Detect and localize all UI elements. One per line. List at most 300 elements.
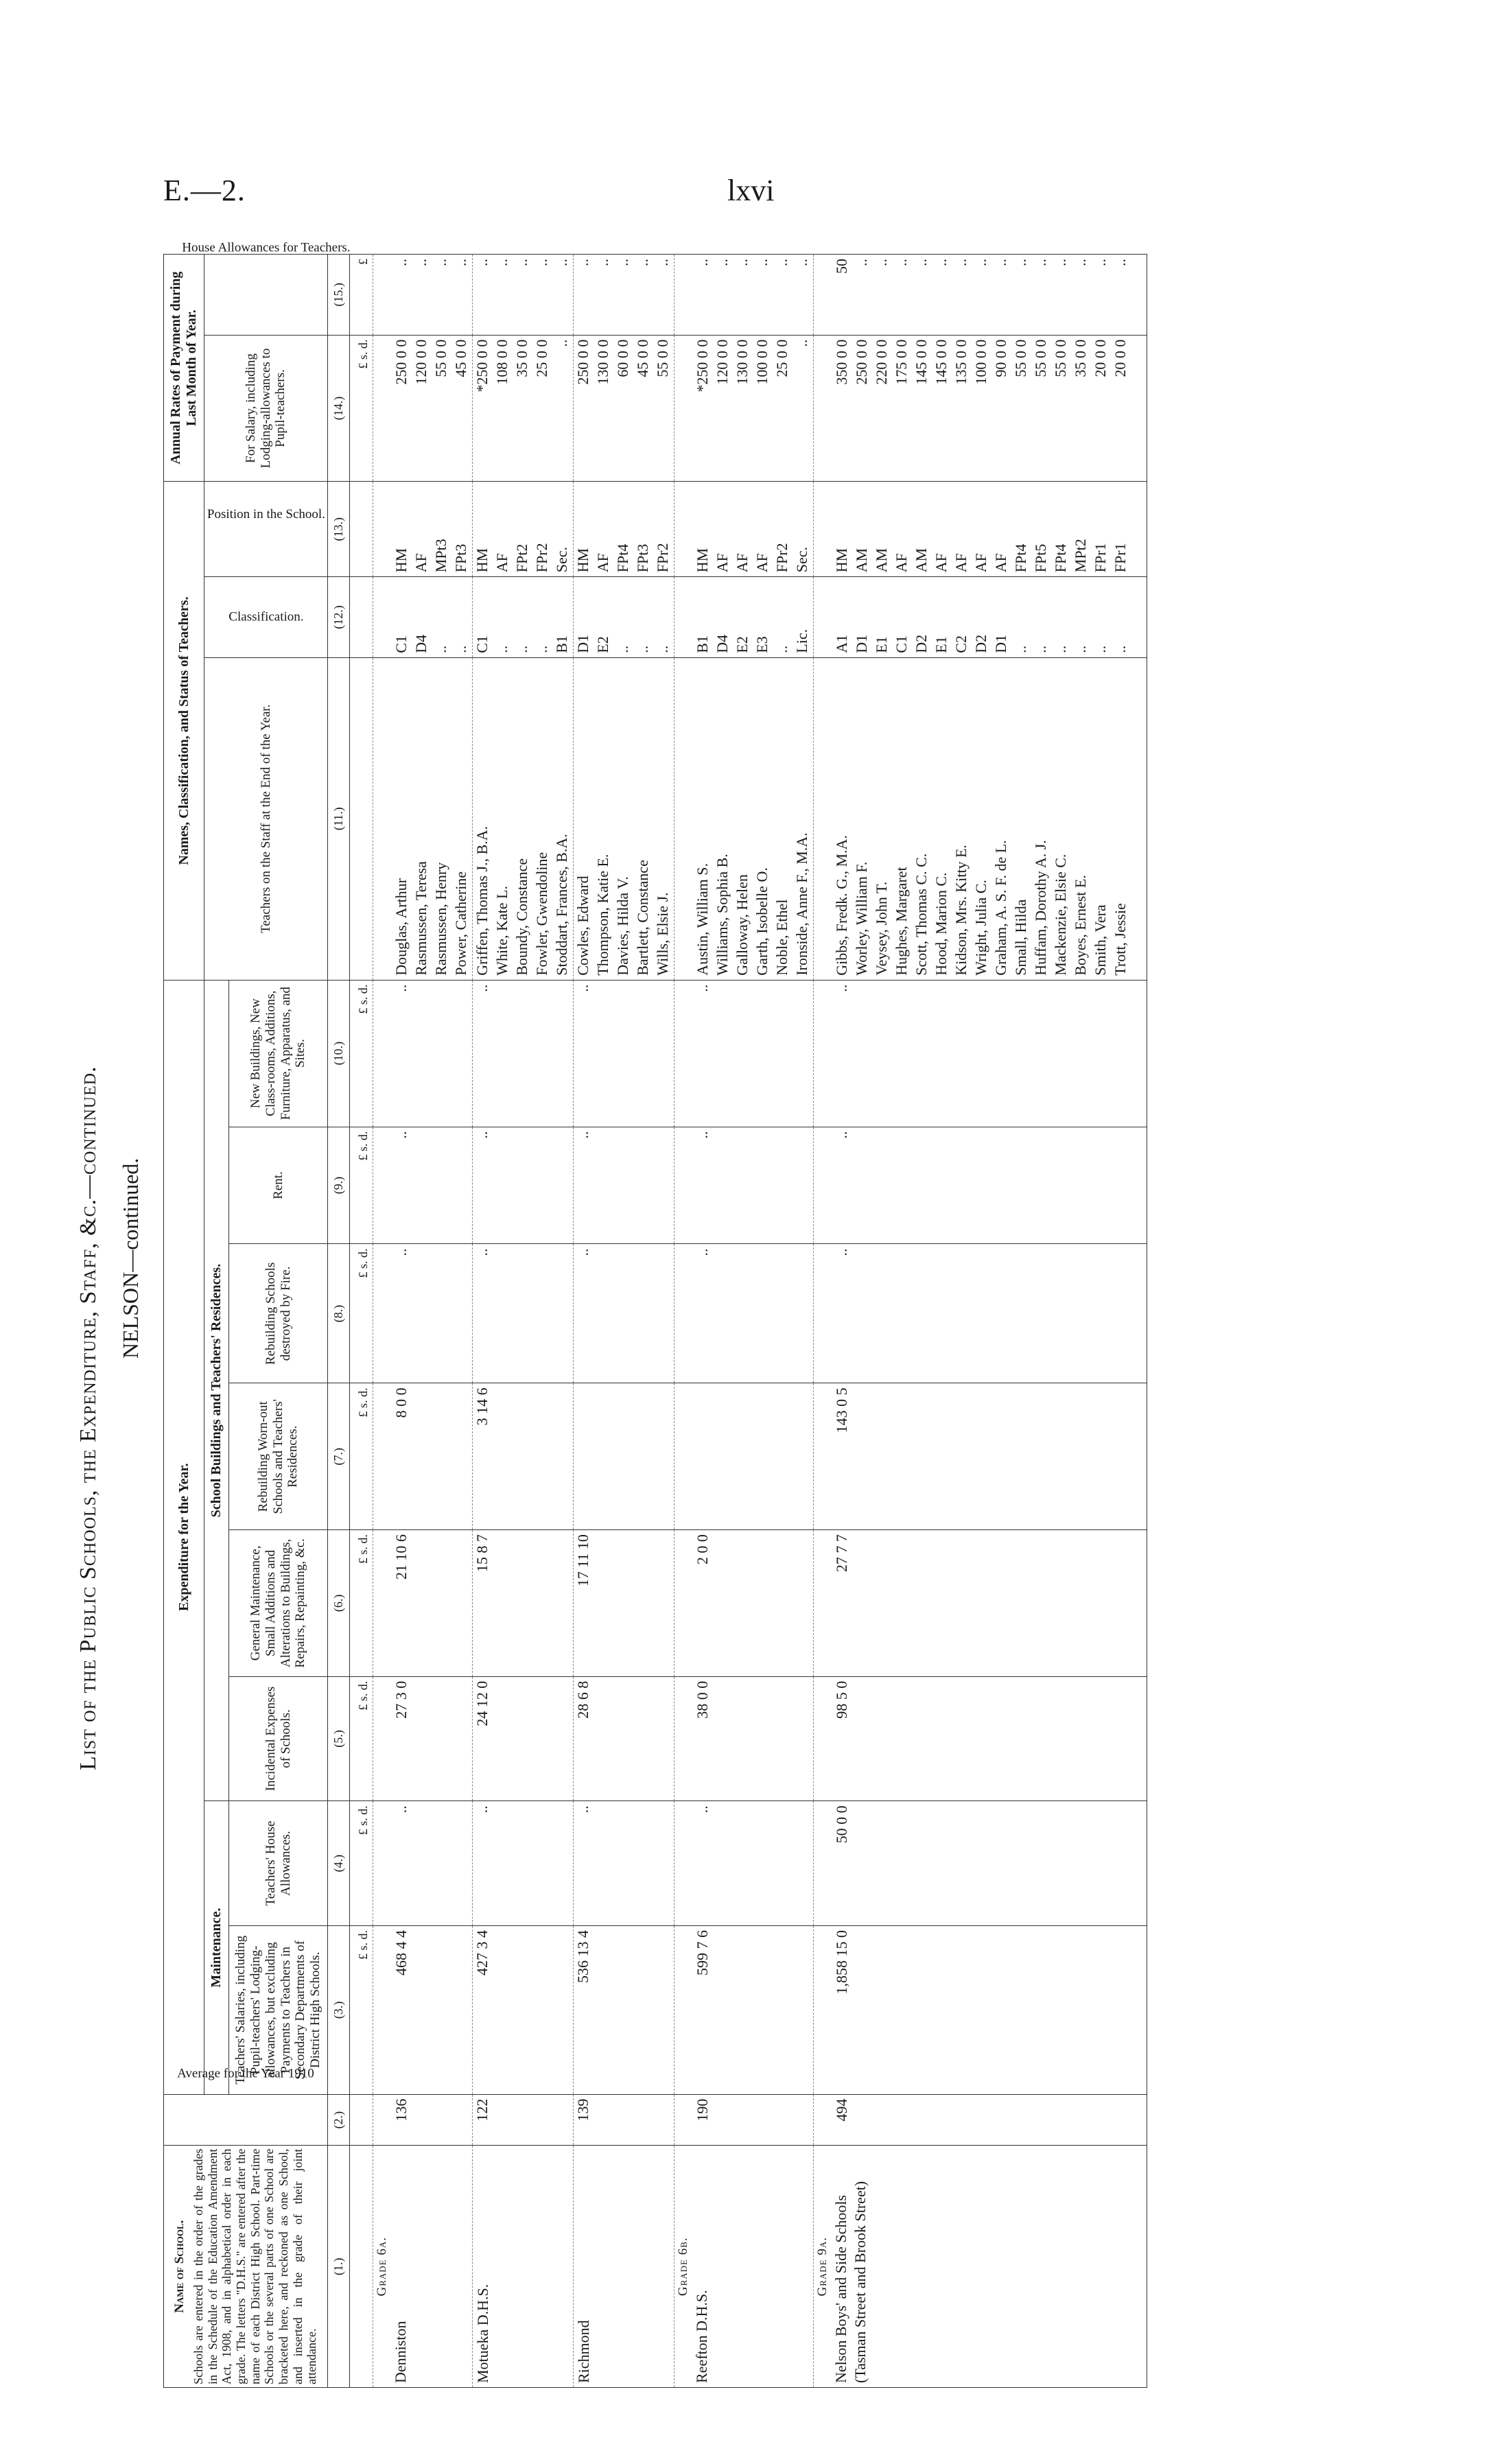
teacher-salary: .. (552, 339, 570, 347)
header-rent: Rent. (229, 1127, 328, 1244)
average-cell (472, 2094, 573, 2146)
average-cell (573, 2094, 674, 2146)
expenditure-c9 (674, 1127, 813, 1244)
teacher-names-cell (472, 657, 573, 980)
teacher-house-allowance: .. (733, 259, 751, 266)
expenditure-c6 (472, 1530, 573, 1677)
expenditure-value: .. (574, 1805, 591, 1814)
house-allowance-cell (813, 255, 1131, 336)
teacher-salary: 45 0 0 (451, 339, 469, 377)
teacher-salary: 55 0 0 (1051, 339, 1069, 377)
table-bottom-rule (1131, 255, 1147, 2388)
teacher-name: Griffen, Thomas J., B.A. (473, 825, 491, 976)
teacher-house-allowance: .. (952, 259, 970, 266)
teacher-position: HM (693, 548, 711, 573)
header-maintenance: Maintenance. (204, 1801, 229, 2094)
teacher-classification: C1 (892, 635, 910, 653)
position-cell (813, 482, 1131, 577)
page-reference: E.—2. (163, 174, 246, 207)
teacher-house-allowance: .. (594, 259, 611, 266)
expenditure-value: 599 7 6 (693, 1929, 711, 1975)
teacher-salary: 120 0 0 (412, 339, 430, 385)
teacher-name: Galloway, Helen (733, 874, 751, 976)
teacher-salary: *250 0 0 (693, 339, 711, 392)
teacher-name: Williams, Sophia B. (713, 854, 731, 976)
teacher-position: HM (832, 548, 850, 573)
teacher-house-allowance: .. (912, 259, 930, 266)
school-name: Motueka D.H.S. (473, 2284, 491, 2383)
average-value: 139 (574, 2098, 591, 2122)
teacher-position: HM (574, 548, 591, 573)
expenditure-c6 (373, 1530, 472, 1677)
page-number: lxvi (727, 174, 775, 207)
teacher-name: Gibbs, Fredk. G., M.A. (832, 835, 850, 976)
average-value: 494 (832, 2098, 850, 2122)
teacher-house-allowance: .. (1111, 259, 1129, 266)
expenditure-c5 (674, 1676, 813, 1801)
salary-cell (373, 335, 472, 482)
teacher-house-allowance: .. (1071, 259, 1089, 266)
expenditure-c5 (573, 1676, 674, 1801)
position-cell (472, 482, 573, 577)
teacher-position: FPr2 (653, 543, 671, 573)
teacher-house-allowance: .. (1031, 259, 1049, 266)
expenditure-value: 143 0 5 (832, 1387, 850, 1433)
teacher-name: Austin, William S. (693, 863, 711, 976)
average-cell (813, 2094, 1131, 2146)
expenditure-c9 (472, 1127, 573, 1244)
teacher-house-allowance: .. (633, 259, 651, 266)
teacher-position: AM (912, 548, 930, 573)
teacher-position: FPt4 (1051, 543, 1069, 573)
teacher-name: Kidson, Mrs. Kitty E. (952, 845, 970, 976)
expenditure-c10 (472, 980, 573, 1127)
teacher-classification: .. (532, 645, 550, 653)
expenditure-value: 15 8 7 (473, 1534, 491, 1573)
expenditure-value: .. (693, 984, 711, 992)
teacher-classification: C2 (952, 635, 970, 653)
average-cell (373, 2094, 472, 2146)
teacher-salary: 250 0 0 (852, 339, 870, 385)
teacher-house-allowance: .. (473, 259, 491, 266)
header-house-allowances: Teachers' House Allowances. (229, 1801, 328, 1926)
expenditure-c7 (472, 1383, 573, 1530)
expenditure-value: 38 0 0 (693, 1680, 711, 1719)
expenditure-value: 2 0 0 (693, 1534, 711, 1565)
teacher-classification: .. (633, 645, 651, 653)
teacher-house-allowance: .. (892, 259, 910, 266)
expenditure-value: 21 10 6 (392, 1534, 410, 1580)
table-subcaption: NELSON—continued. (118, 1158, 143, 1359)
expenditure-c3 (813, 1925, 1131, 2094)
teacher-salary: 220 0 0 (872, 339, 890, 385)
expenditure-value: 3 14 6 (473, 1387, 491, 1426)
header-name-of-school: Name of School. Schools are entered in the order of the grades in the Schedule of the Education Amendment Act, 1908, and in alphabetical order in each grade. The letters "D.H.S." are entered after the name of each District High School. Part-time Schools or the several parts of one School are bracketed here, and reckoned as one School, and inserted in the grade of their joint attendance. (164, 2146, 328, 2388)
teacher-position: HM (392, 548, 410, 573)
teacher-house-allowance: .. (693, 259, 711, 266)
teacher-salary: 20 0 0 (1111, 339, 1129, 377)
teacher-salary: 108 0 0 (493, 339, 510, 385)
expenditure-c8 (373, 1244, 472, 1383)
teacher-position: FPt4 (613, 543, 631, 573)
teacher-classification: C1 (473, 635, 491, 653)
teacher-salary: 20 0 0 (1091, 339, 1109, 377)
teacher-position: FPr1 (1111, 543, 1129, 573)
teacher-salary: 35 0 0 (1071, 339, 1089, 377)
header-teachers-staff: Teachers on the Staff at the End of the Year. (204, 657, 328, 980)
teacher-position: MPt2 (1071, 539, 1089, 573)
teacher-house-allowance: .. (793, 259, 810, 266)
expenditure-c3 (373, 1925, 472, 2094)
expenditure-value: .. (473, 1805, 491, 1814)
teacher-name: Power, Catherine (451, 871, 469, 976)
expenditure-c4 (472, 1801, 573, 1926)
teacher-name: Thompson, Katie E. (594, 854, 611, 976)
header-position: Position in the School. (204, 482, 328, 577)
teacher-name: Wright, Julia C. (972, 880, 989, 976)
teacher-position: AF (753, 553, 771, 573)
teacher-house-allowance: .. (773, 259, 790, 266)
expenditure-c4 (573, 1801, 674, 1926)
expenditure-value: 8 0 0 (392, 1387, 410, 1418)
schools-table (163, 240, 1147, 2388)
expenditure-c3 (472, 1925, 573, 2094)
header-salary: For Salary, including Lodging-allowances to Pupil-teachers. (204, 335, 328, 482)
grade-label: Grade 6a. (374, 2236, 389, 2297)
header-general-maintenance: General Maintenance, Small Additions and Alterations to Buildings, Repairs, Repainting, &c. (229, 1530, 328, 1677)
expenditure-c10 (674, 980, 813, 1127)
teacher-salary: 130 0 0 (733, 339, 751, 385)
expenditure-c8 (813, 1244, 1131, 1383)
teacher-classification: D4 (412, 634, 430, 653)
teacher-name: Boundy, Constance (513, 858, 530, 976)
teacher-salary: 120 0 0 (713, 339, 731, 385)
teacher-salary: 90 0 0 (991, 339, 1009, 377)
expenditure-value (574, 1387, 594, 1525)
expenditure-c3 (674, 1925, 813, 2094)
teacher-house-allowance: .. (753, 259, 771, 266)
teacher-classification: .. (1111, 645, 1129, 653)
salary-cell (813, 335, 1131, 482)
school-name-cell (573, 2146, 674, 2388)
school-name-cell (674, 2146, 813, 2388)
teacher-position: Sec. (793, 546, 810, 573)
teacher-house-allowance: .. (574, 259, 591, 266)
average-value: 190 (693, 2098, 711, 2122)
expenditure-c4 (373, 1801, 472, 1926)
teacher-position: AF (991, 553, 1009, 573)
expenditure-value: 98 5 0 (832, 1680, 850, 1719)
position-cell (674, 482, 813, 577)
teacher-house-allowance: .. (932, 259, 950, 266)
teacher-salary: 55 0 0 (1031, 339, 1049, 377)
teacher-salary: 250 0 0 (574, 339, 591, 385)
teacher-salary: 250 0 0 (392, 339, 410, 385)
average-value: 122 (473, 2098, 491, 2122)
teacher-classification: E1 (872, 636, 890, 653)
table-row (573, 255, 674, 2388)
teacher-house-allowance: 50 (832, 259, 850, 274)
teacher-classification: .. (773, 645, 790, 653)
expenditure-c7 (573, 1383, 674, 1530)
teacher-salary: 55 0 0 (653, 339, 671, 377)
expenditure-value: 50 0 0 (832, 1805, 850, 1844)
teacher-names-cell (674, 657, 813, 980)
expenditure-c7 (674, 1383, 813, 1530)
teacher-classification: A1 (832, 634, 850, 653)
expenditure-value: .. (473, 1131, 491, 1139)
teacher-name: Rasmussen, Teresa (412, 861, 430, 976)
header-incidental: Incidental Expenses of Schools. (229, 1676, 328, 1801)
school-name: Reefton D.H.S. (692, 2290, 710, 2383)
teacher-position: AF (932, 553, 950, 573)
teacher-name: Hood, Marion C. (932, 872, 950, 976)
teacher-position: Sec. (552, 546, 570, 573)
header-school-buildings: School Buildings and Teachers' Residences. (204, 980, 229, 1801)
teacher-classification: D1 (991, 634, 1009, 653)
expenditure-value: .. (832, 1248, 850, 1256)
teacher-position: FPt5 (1031, 543, 1049, 573)
teacher-salary: 175 0 0 (892, 339, 910, 385)
teacher-names-cell (573, 657, 674, 980)
teacher-name: Worley, William F. (852, 861, 870, 976)
teacher-name: Smith, Vera (1091, 904, 1109, 976)
teacher-name: Garth, Isobelle O. (753, 867, 771, 976)
expenditure-c3 (573, 1925, 674, 2094)
teacher-name: Trott, Jessie (1111, 903, 1129, 976)
teacher-salary: 60 0 0 (613, 339, 631, 377)
expenditure-value: 17 11 10 (574, 1534, 591, 1587)
position-cell (573, 482, 674, 577)
teacher-house-allowance: .. (1011, 259, 1029, 266)
teacher-position: AF (412, 553, 430, 573)
classification-cell (472, 577, 573, 658)
expenditure-value: .. (832, 984, 850, 992)
expenditure-value: 27 7 7 (832, 1534, 850, 1573)
teacher-house-allowance: .. (513, 259, 530, 266)
expenditure-c4 (674, 1801, 813, 1926)
expenditure-c9 (573, 1127, 674, 1244)
teacher-salary: 145 0 0 (932, 339, 950, 385)
expenditure-c10 (813, 980, 1131, 1127)
teacher-name: Cowles, Edward (574, 876, 591, 976)
expenditure-value: .. (473, 984, 491, 992)
teacher-salary: 55 0 0 (1011, 339, 1029, 377)
teacher-classification: .. (432, 645, 449, 653)
teacher-salary: 100 0 0 (753, 339, 771, 385)
teacher-position: FPr1 (1091, 543, 1109, 573)
header-average: Average for the Year 1910 (164, 2094, 328, 2146)
expenditure-value: .. (473, 1248, 491, 1256)
classification-cell (373, 577, 472, 658)
teacher-position: AF (892, 553, 910, 573)
teacher-classification: D4 (713, 634, 731, 653)
expenditure-c4 (813, 1801, 1131, 1926)
classification-cell (573, 577, 674, 658)
teacher-name: Scott, Thomas C. C. (912, 853, 930, 976)
classification-cell (813, 577, 1131, 658)
school-name: Richmond (574, 2320, 592, 2383)
expenditure-value: .. (693, 1248, 711, 1256)
table-row (674, 255, 813, 2388)
teacher-position: AM (852, 548, 870, 573)
teacher-house-allowance: .. (552, 259, 570, 266)
teacher-classification: .. (1011, 645, 1029, 653)
teacher-classification: .. (1051, 645, 1069, 653)
expenditure-value: .. (392, 1248, 410, 1256)
teacher-house-allowance: .. (991, 259, 1009, 266)
salary-cell (573, 335, 674, 482)
expenditure-value: 468 4 4 (392, 1929, 410, 1975)
teacher-position: AF (713, 553, 731, 573)
expenditure-value: .. (392, 1131, 410, 1139)
teacher-position: AM (872, 548, 890, 573)
expenditure-c5 (813, 1676, 1131, 1801)
teacher-house-allowance: .. (872, 259, 890, 266)
teacher-salary: 25 0 0 (532, 339, 550, 377)
expenditure-c6 (813, 1530, 1131, 1677)
expenditure-c10 (373, 980, 472, 1127)
teacher-house-allowance: .. (1051, 259, 1069, 266)
teacher-name: Veysey, John T. (872, 881, 890, 976)
teacher-salary: *250 0 0 (473, 339, 491, 392)
expenditure-value: .. (832, 1131, 850, 1139)
teacher-classification: B1 (693, 635, 711, 653)
teacher-salary: 145 0 0 (912, 339, 930, 385)
teacher-classification: E2 (594, 636, 611, 653)
table-row (373, 255, 472, 2388)
teacher-classification: .. (1071, 645, 1089, 653)
teacher-name: Boyes, Ernest E. (1071, 875, 1089, 976)
expenditure-value: 1,858 15 0 (832, 1929, 850, 1995)
average-value: 136 (392, 2098, 410, 2122)
average-cell (674, 2094, 813, 2146)
teacher-house-allowance: .. (852, 259, 870, 266)
classification-cell (674, 577, 813, 658)
teacher-position: AF (493, 553, 510, 573)
teacher-position: FPt3 (633, 543, 651, 573)
house-allowance-cell (573, 255, 674, 336)
house-allowance-cell (373, 255, 472, 336)
expenditure-value: 27 3 0 (392, 1680, 410, 1719)
teacher-names-cell (373, 657, 472, 980)
teacher-classification: .. (513, 645, 530, 653)
teacher-classification: .. (493, 645, 510, 653)
teacher-salary: 35 0 0 (513, 339, 530, 377)
header-house-allowances-teachers: House Allowances for Teachers. (204, 255, 328, 336)
teacher-names-cell (813, 657, 1131, 980)
grade-label: Grade 6b. (675, 2237, 690, 2297)
teacher-name: Wills, Elsie J. (653, 892, 671, 976)
teacher-house-allowance: .. (451, 259, 469, 266)
teacher-classification: .. (613, 645, 631, 653)
expenditure-value: .. (574, 1131, 591, 1139)
school-name: Denniston (391, 2321, 409, 2383)
table-row (472, 255, 573, 2388)
teacher-house-allowance: .. (713, 259, 731, 266)
schools-table-rotated (163, 240, 1357, 2388)
expenditure-c9 (373, 1127, 472, 1244)
unit-row: £ s. d. £ s. d. £ s. d. £ s. d. £ s. d. £ s. d. £ s. d. £ s. d. £ s. d. £ (350, 255, 373, 2388)
expenditure-c5 (373, 1676, 472, 1801)
expenditure-value (693, 1387, 713, 1525)
expenditure-c6 (674, 1530, 813, 1677)
expenditure-value: .. (693, 1805, 711, 1814)
grade-label: Grade 9a. (814, 2236, 830, 2297)
teacher-name: Stoddart, Frances, B.A. (552, 834, 570, 976)
teacher-classification: D1 (852, 634, 870, 653)
teacher-position: AF (594, 553, 611, 573)
expenditure-c6 (573, 1530, 674, 1677)
school-name-cell (373, 2146, 472, 2388)
expenditure-c5 (472, 1676, 573, 1801)
teacher-salary: 55 0 0 (432, 339, 449, 377)
school-name-cell (472, 2146, 573, 2388)
salary-cell (674, 335, 813, 482)
teacher-position: AF (972, 553, 989, 573)
expenditure-value: .. (392, 984, 410, 992)
school-name: Nelson Boys' and Side Schools (Tasman Street and Brook Street) (832, 2181, 869, 2383)
teacher-position: FPt4 (1011, 543, 1029, 573)
teacher-classification: D2 (912, 634, 930, 653)
expenditure-c7 (373, 1383, 472, 1530)
teacher-classification: D2 (972, 634, 989, 653)
teacher-name: Noble, Ethel (773, 899, 790, 976)
teacher-house-allowance: .. (1091, 259, 1109, 266)
header-expenditure: Expenditure for the Year. (164, 980, 204, 2094)
teacher-house-allowance: .. (392, 259, 410, 266)
teacher-name: Graham, A. S. F. de L. (991, 840, 1009, 976)
teacher-name: Mackenzie, Elsie C. (1051, 854, 1069, 976)
expenditure-value: 28 6 8 (574, 1680, 591, 1719)
teacher-classification: .. (451, 645, 469, 653)
position-cell (373, 482, 472, 577)
teacher-classification: E2 (733, 636, 751, 653)
salary-cell (472, 335, 573, 482)
teacher-position: FPr2 (532, 543, 550, 573)
header-rebuilding-worn-out: Rebuilding Worn-out Schools and Teachers' Residences. (229, 1383, 328, 1530)
expenditure-c8 (472, 1244, 573, 1383)
teacher-house-allowance: .. (412, 259, 430, 266)
teacher-classification: E1 (932, 636, 950, 653)
teacher-salary: 130 0 0 (594, 339, 611, 385)
teacher-salary: .. (793, 339, 810, 347)
teacher-house-allowance: .. (432, 259, 449, 266)
teacher-house-allowance: .. (532, 259, 550, 266)
teacher-position: MPt3 (432, 539, 449, 573)
header-teachers-salaries: Teachers' Salaries, including Pupil-teachers' Lodging-allowances, but excluding Payments to Teachers in Secondary Departments of District High Schools. (229, 1925, 328, 2094)
expenditure-c8 (573, 1244, 674, 1383)
teacher-name: Rasmussen, Henry (432, 862, 449, 976)
teacher-name: Bartlett, Constance (633, 860, 651, 976)
teacher-salary: 350 0 0 (832, 339, 850, 385)
teacher-position: FPt3 (451, 543, 469, 573)
expenditure-value: .. (392, 1805, 410, 1814)
school-name-cell (813, 2146, 1131, 2388)
teacher-classification: .. (1031, 645, 1049, 653)
expenditure-value: .. (574, 984, 591, 992)
teacher-name: Fowler, Gwendoline (532, 852, 550, 976)
teacher-classification: B1 (552, 635, 570, 653)
teacher-salary: 25 0 0 (773, 339, 790, 377)
house-allowance-cell (472, 255, 573, 336)
teacher-classification: E3 (753, 636, 771, 653)
teacher-name: Douglas, Arthur (392, 878, 410, 976)
teacher-position: AF (952, 553, 970, 573)
teacher-classification: D1 (574, 634, 591, 653)
house-allowance-cell (674, 255, 813, 336)
teacher-position: FPt2 (513, 543, 530, 573)
